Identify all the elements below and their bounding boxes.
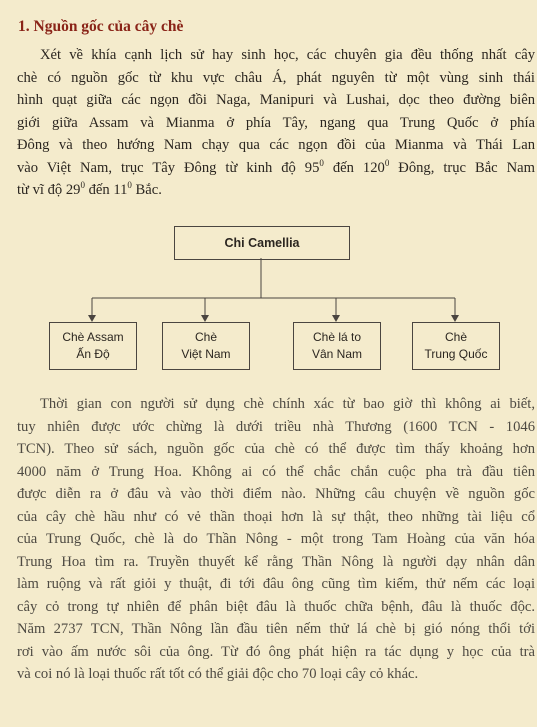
text-line: cây cỏ trong tự nhiên để phân biệt đâu là thuốc chữa bệnh, đâu là thuốc độc. — [17, 598, 535, 615]
text-line: của Trung Quốc, chè là do Thần Nông - một trong Tam Hoàng của văn hóa — [17, 531, 535, 547]
text-span: đến 120 — [323, 159, 385, 176]
arrowhead-4 — [451, 315, 459, 322]
text-line: Đông và theo hướng Nam chạy qua các ngọn đồi của Mianma và Thái Lan — [17, 137, 535, 153]
node-label-line1: Chè — [194, 330, 217, 344]
text-line: tuy nhiên được ước chừng là dưới triều nhà Thương (1600 TCN - 1046 — [17, 418, 535, 435]
node-label-line2: Việt Nam — [181, 347, 231, 361]
text-line: chè có nguồn gốc từ khu vực châu Á, phát nguyên từ một vùng sinh thái — [17, 69, 535, 86]
text-line: Xét về khía cạnh lịch sử hay sinh học, các chuyên gia đều thống nhất cây — [40, 47, 535, 63]
degree-superscript: 0 — [80, 180, 85, 190]
body-paragraph — [17, 393, 535, 686]
diagram-node-van-nam — [293, 322, 381, 370]
text-line: hình quạt giữa các ngọn đồi Naga, Manipuri và Lushai, dọc theo đường biên — [17, 92, 535, 108]
arrowhead-1 — [88, 315, 96, 322]
node-label-line2: Vân Nam — [311, 347, 363, 361]
text-span: đến 11 — [84, 182, 128, 198]
text-span: Đông, trục Bắc Nam — [389, 159, 535, 176]
text-span: vào Việt Nam, trục Tây Đông từ kinh độ 95 — [17, 159, 320, 176]
text-line: Trung Hoa tìm ra. Truyền thuyết kể rằng Thần Nông là người dạy nhân dân — [17, 553, 535, 570]
degree-superscript: 0 — [319, 157, 324, 168]
arrowhead-2 — [201, 315, 209, 322]
diagram-root-node: Chi Camellia — [174, 226, 350, 260]
node-label-line1: Chè Assam — [62, 330, 124, 344]
text-line — [17, 179, 535, 202]
text-line: được diễn ra ở đâu và vào thời điểm nào. Những câu chuyện về nguồn gốc — [17, 486, 535, 502]
text-line — [17, 157, 535, 180]
text-line: làm ruộng và rất giỏi y thuật, đi tới đâu ông cũng tìm kiếm, thử nếm các loại — [17, 576, 535, 592]
node-label-line2: Ấn Độ — [76, 347, 110, 361]
node-label-line1: Chè lá to — [312, 330, 362, 344]
text-line: Thời gian con người sử dụng chè chính xác từ bao giờ thì không ai biết, — [40, 396, 535, 412]
text-span: từ vĩ độ 29 — [17, 182, 81, 198]
text-line: 4000 năm ở Trung Hoa. Không ai có thể chắc chắn cuộc pha trà đầu tiên — [17, 463, 535, 480]
node-label-line1: Chè — [444, 330, 467, 344]
arrowhead-3 — [332, 315, 340, 322]
text-line: rơi vào ấm nước sôi của ông. Từ đó ông phát hiện ra tác dụng y học của trà — [17, 643, 535, 660]
degree-superscript: 0 — [384, 157, 390, 168]
diagram-node-assam — [49, 322, 137, 370]
text-line: của cây chè hầu như có vẻ thần thoại hơn là sự thật, theo những tài liệu cổ — [17, 508, 535, 525]
section-heading: 1. Nguồn gốc của cây chè — [18, 18, 184, 35]
text-line: TCN). Theo sử sách, nguồn gốc của chè có thể được tìm thấy khoảng hơn — [17, 441, 535, 457]
text-span: Bắc. — [131, 182, 162, 198]
node-label-line2: Trung Quốc — [424, 347, 488, 361]
degree-superscript: 0 — [127, 180, 132, 190]
text-line: giới giữa Assam và Mianma ở phía Tây, ngang qua Trung Quốc ở phía — [17, 114, 535, 131]
diagram-node-trung-quoc — [412, 322, 500, 370]
intro-paragraph — [17, 44, 535, 202]
text-line: và coi nó là loại thuốc rất tốt có thể giải độc cho 70 loại cây cỏ khác. — [17, 666, 419, 682]
text-line: Năm 2737 TCN, Thần Nông lần đầu tiên nếm thử lá chè bị gió nóng thổi tới — [17, 621, 535, 637]
diagram-node-vietnam — [162, 322, 250, 370]
